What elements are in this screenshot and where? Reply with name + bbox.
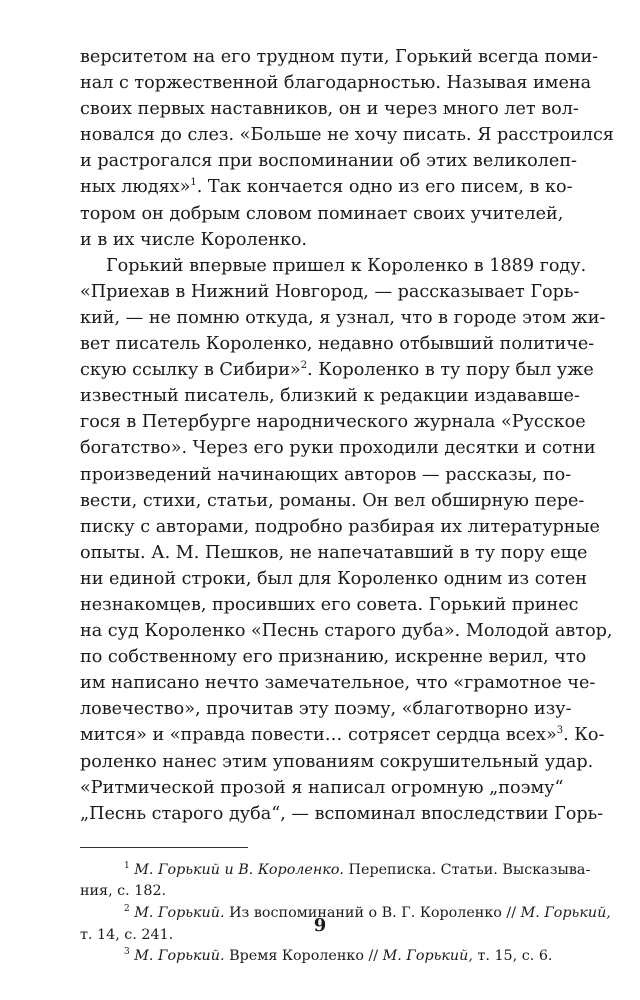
- text-line: [80, 722, 605, 748]
- main-text: [80, 44, 614, 827]
- page-number: 9: [313, 915, 327, 936]
- text-line: «Приехав в Нижний Новгород, — рассказывает Горь-: [80, 281, 580, 302]
- text-line: гося в Петербурге народнического журнала «Русское: [80, 412, 586, 433]
- text-line: вет писатель Короленко, недавно отбывший политиче-: [80, 334, 595, 355]
- text-line: известный писатель, близкий к редакции издававше-: [80, 386, 580, 407]
- text-segment: . Короленко в ту пору был уже: [307, 360, 594, 381]
- text-line: „Песнь старого дуба“, — вспоминал впоследствии Горь-: [80, 803, 604, 824]
- footnotes: [80, 860, 611, 968]
- footnote-reference: 3: [556, 725, 564, 737]
- text-line: нал с торжественной благодарностью. Называя имена: [80, 73, 592, 94]
- text-line: вести, стихи, статьи, романы. Он вел обширную пере-: [80, 490, 585, 511]
- text-line: писку с авторами, подробно разбирая их литературные: [80, 516, 600, 537]
- text-line: тором он добрым словом поминает своих учителей,: [80, 203, 564, 224]
- footnote-2-number: 2: [124, 904, 130, 915]
- text-line: незнакомцев, просивших его совета. Горький принес: [80, 594, 579, 615]
- text-line: ни единой строки, был для Короленко одним из сотен: [80, 568, 588, 589]
- text-line: по собственному его признанию, искренне верил, что: [80, 647, 587, 668]
- text-segment: ных людях»: [80, 177, 191, 198]
- footnote-3: [80, 946, 560, 968]
- footnote-3-text-cont: т. 15, с. 6.: [472, 948, 553, 965]
- text-line: верситетом на его трудном пути, Горький всегда поми-: [80, 47, 599, 67]
- text-line: опыты. А. М. Пешков, не напечатавший в ту пору еще: [80, 542, 588, 563]
- footnote-1-number: 1: [124, 861, 130, 872]
- text-segment: . Ко-: [563, 725, 605, 746]
- footnote-3-number: 3: [124, 947, 130, 958]
- text-line: роленко нанес этим упованиям сокрушительный удар.: [80, 751, 594, 772]
- text-line: Горький впервые пришел к Короленко в 1889 году.: [106, 255, 587, 276]
- text-line: своих первых наставников, он и через много лет вол-: [80, 99, 579, 120]
- footnote-2-text-cont: т. 14, с. 241.: [80, 926, 174, 943]
- footnote-2-text: Из воспоминаний о В. Г. Короленко //: [224, 905, 521, 921]
- text-line: «Ритмической прозой я написал огромную „поэму“: [80, 777, 564, 798]
- book-page: [80, 44, 614, 968]
- footnote-1-text: Переписка. Статьи. Высказыва-: [343, 861, 591, 878]
- footnote-2-author-2: М. Горький,: [520, 905, 611, 921]
- text-line: богатство». Через его руки проходили десятки и сотни: [80, 438, 596, 459]
- text-line: им написано нечто замечательное, что «грамотное че-: [80, 673, 596, 694]
- text-line: на суд Короленко «Песнь старого дуба». Молодой автор,: [80, 621, 613, 642]
- footnote-3-author-2: М. Горький,: [382, 948, 473, 965]
- text-line: новался до слез. «Больше не хочу писать. Я расстроился: [80, 125, 614, 146]
- text-line: и растрогался при воспоминании об этих великолеп-: [80, 151, 577, 172]
- text-line: и в их числе Короленко.: [80, 229, 308, 250]
- footnote-2-author: М. Горький.: [134, 905, 225, 921]
- text-segment: . Так кончается одно из его писем, в ко-: [196, 177, 573, 198]
- text-segment: скую ссылку в Сибири»: [80, 360, 301, 381]
- footnote-1: [80, 860, 591, 903]
- footnote-3-text: Время Короленко //: [224, 948, 383, 965]
- footnote-separator: [80, 847, 248, 848]
- footnote-1-author: М. Горький и В. Короленко.: [134, 861, 344, 878]
- footnote-1-text-cont: ния, с. 182.: [80, 883, 167, 900]
- paragraph-1: [80, 44, 614, 253]
- footnote-3-author: М. Горький.: [134, 948, 225, 965]
- footnote-reference: 1: [190, 177, 197, 189]
- footnote-reference: 2: [300, 360, 308, 372]
- text-line: кий, — не помню откуда, я узнал, что в городе этом жи-: [80, 307, 606, 328]
- text-line: произведений начинающих авторов — рассказы, по-: [80, 464, 572, 485]
- text-line: ловечество», прочитав эту поэму, «благотворно изу-: [80, 699, 572, 720]
- text-segment: мится» и «правда повести… сотрясет сердца всех»: [80, 725, 557, 746]
- text-line: [80, 174, 573, 200]
- text-line: [80, 357, 594, 383]
- paragraph-2: [80, 253, 613, 827]
